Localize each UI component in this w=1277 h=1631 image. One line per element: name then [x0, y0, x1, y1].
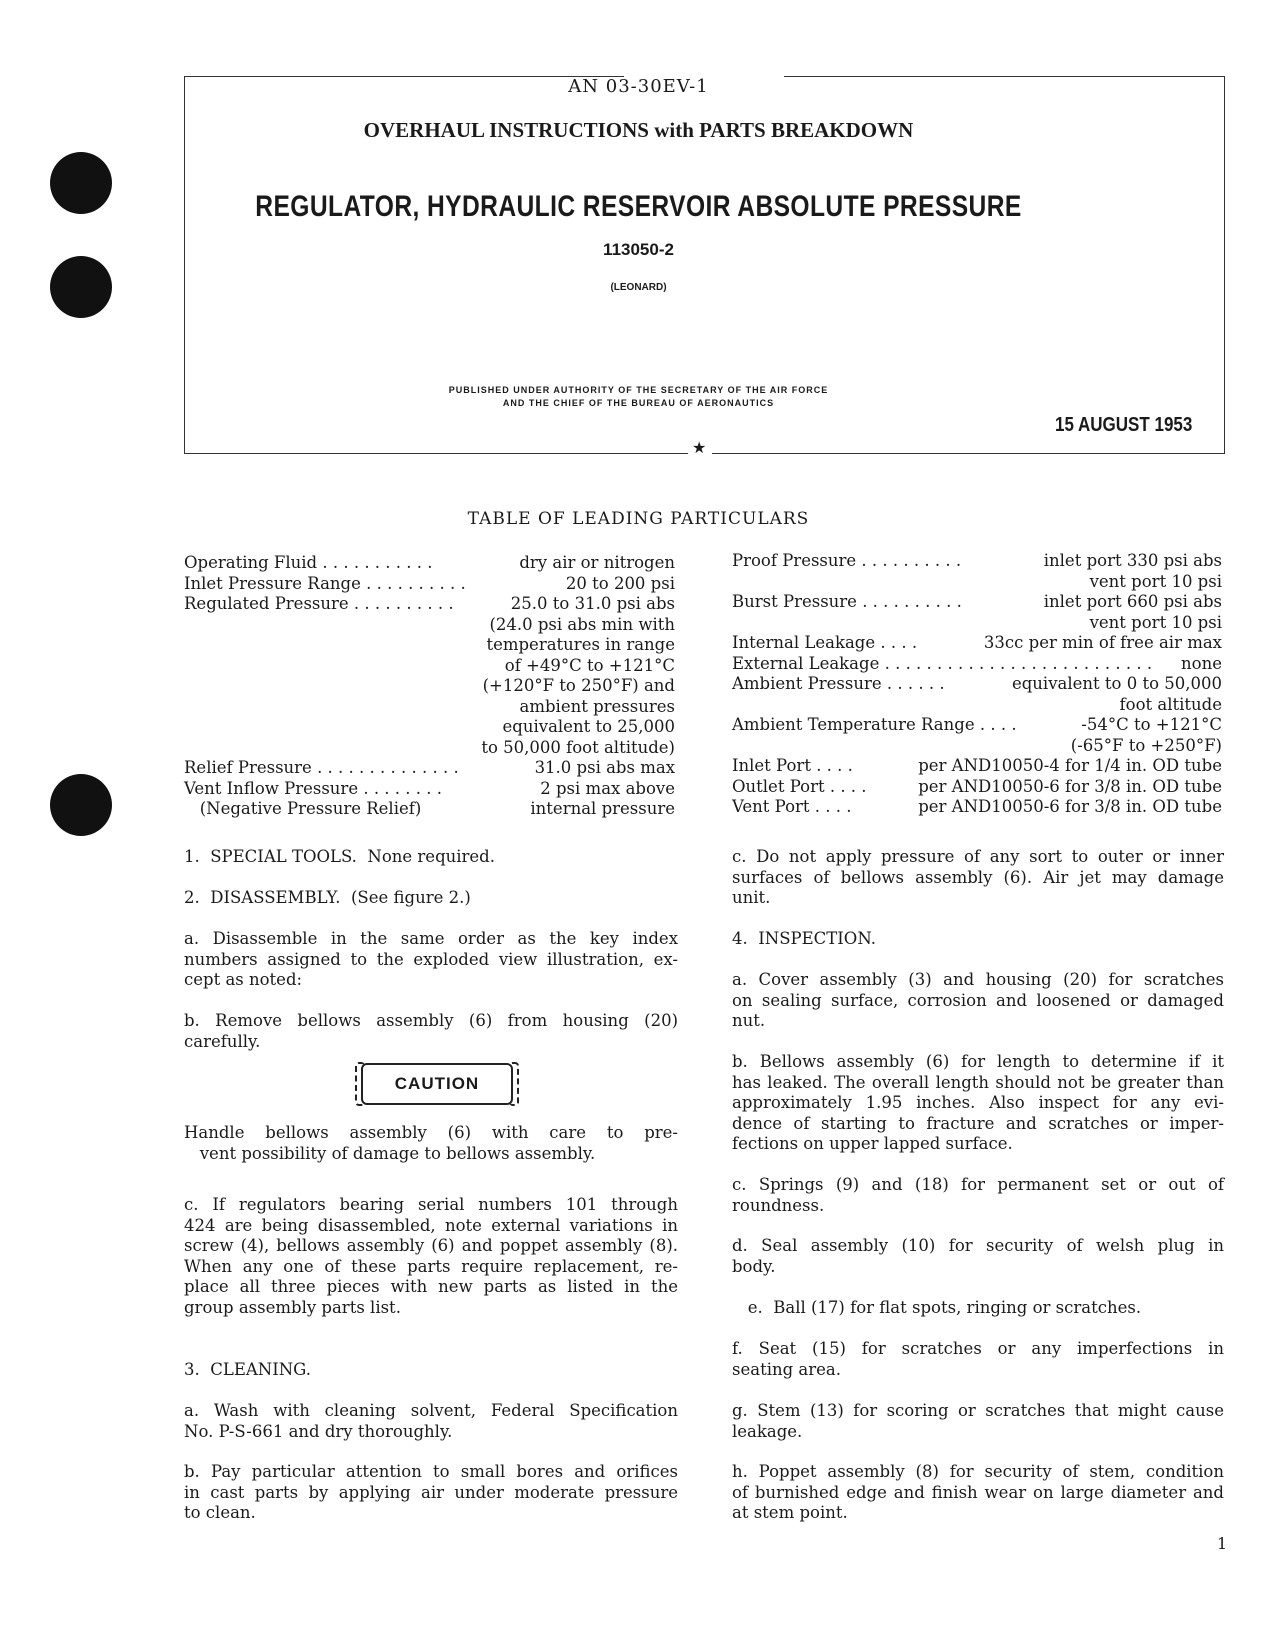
particulars-right: [732, 551, 1222, 818]
particular-value: equivalent to 25,000: [502, 717, 675, 736]
paragraph: [732, 1401, 1224, 1442]
paragraph-line: leakage.: [732, 1421, 803, 1441]
particular-row: [732, 777, 1222, 798]
paragraph-line: cept as noted:: [184, 970, 303, 990]
document-title: REGULATOR, HYDRAULIC RESERVOIR ABSOLUTE PRESSURE: [255, 190, 1022, 223]
paragraph-line: g. Stem (13) for scoring or scratches that might cause: [732, 1401, 1224, 1420]
paragraph-line: 4. INSPECTION.: [732, 929, 876, 948]
paragraph-line: b. Pay particular attention to small bores and orifices: [184, 1462, 678, 1481]
particular-value: 33cc per min of free air max: [983, 633, 1222, 652]
particular-row: [732, 674, 1222, 695]
divider-star: ★: [692, 438, 707, 457]
paragraph-line: place all three pieces with new parts as listed in the: [184, 1277, 678, 1297]
particular-value: per AND10050-6 for 3/8 in. OD tube: [918, 797, 1222, 816]
paragraph-line: numbers assigned to the exploded view illustration, ex-: [184, 949, 678, 969]
paragraph-line: a. Wash with cleaning solvent, Federal Specification: [184, 1401, 678, 1420]
particular-value: (24.0 psi abs min with: [489, 614, 675, 634]
paragraph-line: e. Ball (17) for flat spots, ringing or scratches.: [732, 1298, 1142, 1317]
particular-row: [184, 594, 675, 615]
particular-row: [184, 676, 675, 697]
particular-label: Outlet Port . . . .: [732, 776, 867, 796]
particular-value: per AND10050-6 for 3/8 in. OD tube: [918, 776, 1222, 796]
paragraph-line: group assembly parts list.: [184, 1297, 401, 1317]
paragraph-line: on sealing surface, corrosion and loosened or damaged: [732, 990, 1224, 1010]
particular-row: [184, 574, 675, 595]
particulars-left: [184, 553, 675, 820]
paragraph-line: seating area.: [732, 1359, 841, 1379]
paragraph: [732, 1175, 1224, 1216]
particular-row: [184, 656, 675, 677]
table-title: TABLE OF LEADING PARTICULARS: [467, 509, 810, 529]
paragraph: [184, 1195, 678, 1319]
particular-value: internal pressure: [530, 799, 675, 818]
paragraph-line: surfaces of bellows assembly (6). Air jet may damage: [732, 867, 1224, 887]
particular-value: inlet port 660 psi abs: [1043, 592, 1222, 611]
header-frame-bottom-right: [712, 453, 1224, 454]
particular-label: Vent Port . . . .: [732, 797, 852, 816]
particular-label: Burst Pressure . . . . . . . . . .: [732, 592, 962, 611]
particular-label: Inlet Port . . . .: [732, 756, 853, 775]
particular-row: [732, 572, 1222, 593]
particular-value: (+120°F to 250°F) and: [482, 676, 675, 695]
paragraph: [184, 1011, 678, 1052]
particular-label: Inlet Pressure Range . . . . . . . . . .: [184, 573, 466, 593]
paragraph-line: 424 are being disassembled, note external variations in: [184, 1215, 678, 1235]
particular-label: Vent Inflow Pressure . . . . . . . .: [184, 778, 443, 798]
particular-label: Relief Pressure . . . . . . . . . . . . . .: [184, 758, 459, 777]
caution-label: CAUTION: [361, 1063, 513, 1105]
paragraph-line: dence of starting to fracture and scratches or imper-: [732, 1113, 1224, 1133]
paragraph-line: b. Remove bellows assembly (6) from housing (20): [184, 1011, 678, 1030]
paragraph-line: of burnished edge and finish wear on large diameter and: [732, 1482, 1224, 1502]
paragraph: [184, 1360, 678, 1381]
paragraph-line: c. Do not apply pressure of any sort to outer or inner: [732, 847, 1224, 866]
paragraph-line: has leaked. The overall length should not be greater than: [732, 1072, 1224, 1092]
particular-row: [732, 736, 1222, 757]
paragraph: [184, 1462, 678, 1524]
particular-value: to 50,000 foot altitude): [481, 737, 675, 757]
paragraph-line: unit.: [732, 888, 771, 908]
authority-line-1: PUBLISHED UNDER AUTHORITY OF THE SECRETARY OF THE AIR FORCE: [448, 385, 829, 395]
particular-label: Proof Pressure . . . . . . . . . .: [732, 551, 962, 570]
paragraph-line: in cast parts by applying air under moderate pressure: [184, 1482, 678, 1502]
paragraph-line: a. Disassemble in the same order as the key index: [184, 929, 678, 948]
particular-value: inlet port 330 psi abs: [1043, 551, 1222, 570]
particular-value: of +49°C to +121°C: [504, 655, 675, 675]
paragraph-line: h. Poppet assembly (8) for security of stem, condition: [732, 1462, 1224, 1481]
page-number: 1: [1217, 1534, 1228, 1553]
paragraph: [732, 970, 1224, 1032]
paragraph-line: c. If regulators bearing serial numbers 101 through: [184, 1195, 678, 1214]
particular-row: [732, 695, 1222, 716]
particular-value: 31.0 psi abs max: [534, 758, 675, 777]
particular-row: [184, 697, 675, 718]
paragraph-line: f. Seat (15) for scratches or any imperfections in: [732, 1339, 1224, 1358]
paragraph-line: When any one of these parts require replacement, re-: [184, 1256, 678, 1276]
paragraph-line: fections on upper lapped surface.: [732, 1134, 1013, 1154]
particular-value: vent port 10 psi: [1089, 612, 1222, 632]
particular-value: (-65°F to +250°F): [1070, 735, 1222, 755]
paragraph-line: approximately 1.95 inches. Also inspect for any evi-: [732, 1093, 1224, 1113]
paragraph: [184, 929, 678, 991]
document-subtitle: OVERHAUL INSTRUCTIONS with PARTS BREAKDOWN: [363, 118, 914, 142]
particular-row: [732, 633, 1222, 654]
paragraph-line: b. Bellows assembly (6) for length to determine if it: [732, 1052, 1224, 1071]
paragraph-line: a. Cover assembly (3) and housing (20) for scratches: [732, 970, 1224, 989]
authority-statement: [0, 384, 1277, 410]
paragraph: [732, 1298, 1224, 1319]
particular-row: [184, 738, 675, 759]
particular-label: Ambient Pressure . . . . . .: [732, 674, 945, 693]
part-number: 113050-2: [603, 240, 674, 259]
particular-row: [732, 654, 1222, 675]
paragraph: [184, 847, 678, 868]
particular-value: vent port 10 psi: [1089, 571, 1222, 591]
particular-label: Internal Leakage . . . .: [732, 633, 918, 652]
paragraph-line: Handle bellows assembly (6) with care to pre-: [184, 1123, 678, 1142]
paragraph: [732, 929, 1224, 950]
paragraph-line: No. P-S-661 and dry thoroughly.: [184, 1421, 453, 1441]
particular-row: [184, 717, 675, 738]
paragraph: [184, 888, 678, 909]
binder-hole-bottom: [50, 774, 112, 836]
particular-value: dry air or nitrogen: [519, 553, 675, 572]
particular-value: -54°C to +121°C: [1081, 715, 1222, 734]
paragraph-line: body.: [732, 1256, 776, 1276]
particular-row: [732, 551, 1222, 572]
particular-label: Regulated Pressure . . . . . . . . . .: [184, 594, 454, 613]
paragraph-line: 1. SPECIAL TOOLS. None required.: [184, 847, 495, 866]
particular-row: [184, 635, 675, 656]
paragraph: [732, 1236, 1224, 1277]
particular-label: External Leakage . . . . . . . . . . . . . . . . . . . . . . . . . .: [732, 653, 1153, 673]
paragraph-line: 3. CLEANING.: [184, 1360, 312, 1379]
particular-value: temperatures in range: [486, 635, 675, 654]
particular-row: [184, 799, 675, 820]
particular-row: [732, 613, 1222, 634]
paragraph-line: at stem point.: [732, 1503, 848, 1523]
particular-value: per AND10050-4 for 1/4 in. OD tube: [918, 756, 1222, 775]
particular-row: [732, 592, 1222, 613]
publication-date: 15 AUGUST 1953: [1055, 414, 1193, 436]
particular-value: 2 psi max above: [540, 778, 675, 798]
particular-row: [732, 715, 1222, 736]
particular-row: [184, 779, 675, 800]
particular-row: [732, 756, 1222, 777]
particular-value: equivalent to 0 to 50,000: [1011, 674, 1222, 693]
paragraph: [184, 1401, 678, 1442]
paragraph-line: to clean.: [184, 1503, 256, 1523]
particular-value: none: [1181, 653, 1222, 673]
paragraph-line: 2. DISASSEMBLY. (See figure 2.): [184, 888, 471, 907]
paragraph-line: c. Springs (9) and (18) for permanent set or out of: [732, 1175, 1224, 1194]
binder-hole-top: [50, 152, 112, 214]
particular-row: [184, 758, 675, 779]
header-frame-bottom-left: [184, 453, 688, 454]
particular-value: 20 to 200 psi: [565, 573, 675, 593]
particular-row: [184, 615, 675, 636]
paragraph: [732, 847, 1224, 909]
paragraph-line: screw (4), bellows assembly (6) and poppet assembly (8).: [184, 1236, 678, 1256]
paragraph-line: d. Seal assembly (10) for security of welsh plug in: [732, 1236, 1224, 1255]
paragraph: [732, 1462, 1224, 1524]
paragraph: [732, 1052, 1224, 1155]
paragraph-line: nut.: [732, 1011, 766, 1031]
paragraph-line: vent possibility of damage to bellows assembly.: [184, 1143, 596, 1163]
particular-row: [184, 553, 675, 574]
paragraph: [732, 1339, 1224, 1380]
paragraph-line: carefully.: [184, 1031, 261, 1051]
particular-row: [732, 797, 1222, 818]
particular-label: Operating Fluid . . . . . . . . . . .: [184, 553, 433, 572]
paragraph: [184, 1123, 678, 1164]
particular-value: foot altitude: [1119, 694, 1222, 714]
particular-label: (Negative Pressure Relief): [184, 799, 422, 818]
manufacturer: (LEONARD): [610, 282, 667, 293]
particular-value: 25.0 to 31.0 psi abs: [510, 594, 675, 613]
particular-label: Ambient Temperature Range . . . .: [732, 715, 1017, 734]
document-number: AN 03-30EV-1: [568, 76, 709, 97]
authority-line-2: AND THE CHIEF OF THE BUREAU OF AERONAUTICS: [502, 398, 775, 408]
paragraph-line: roundness.: [732, 1195, 825, 1215]
particular-value: ambient pressures: [519, 696, 675, 716]
